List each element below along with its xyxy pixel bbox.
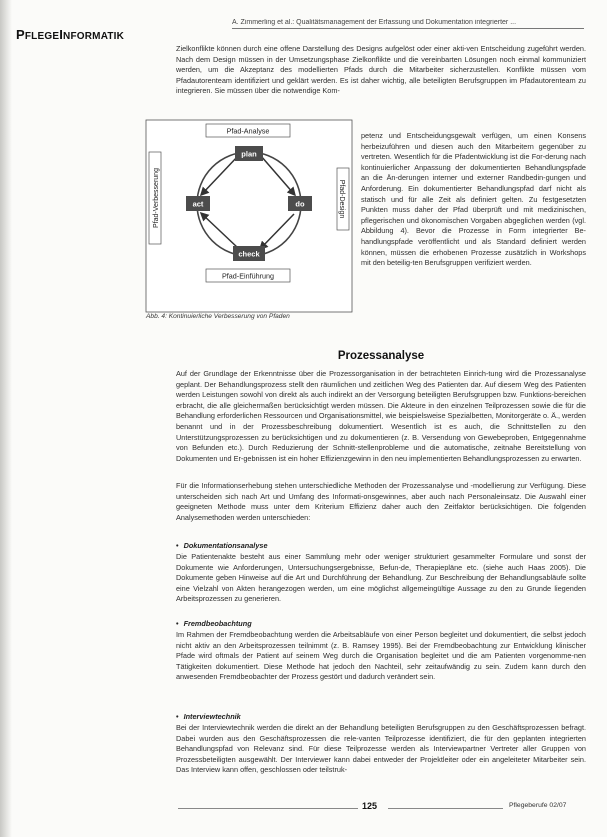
pdca-figure: [144, 118, 354, 338]
brand-part-nformatik: NFORMATIK: [63, 31, 125, 42]
brand-letter-i: I: [59, 27, 64, 42]
bullet-heading-fremdbeobachtung: [176, 619, 252, 628]
journal-brand: [16, 27, 124, 42]
do-label: do: [295, 199, 305, 209]
intro-paragraph: Zielkonflikte können durch eine offene Darstellung des Designs aufgelöst oder einer akti-ven Entscheidung zugeführt werden. Nach dem Design müssen in der Umsetzungsphase Zielkonflikte und die vereinbarten Lösungen noch einmal kommuniziert werden, um die Akzeptanz des modellierten Pfads durch die Mitarbeiter sicherzustellen. Konflikte müssen vom Pfadautorenteam identifiziert und geklärt werden. Es ist daher wichtig, alle beteiligten Berufsgruppen im Pfadautorenteam zu integrieren. Sie müssen über die notwendige Kom-: [176, 44, 586, 96]
bullet-text-interviewtechnik: Bei der Interviewtechnik werden die direkt an der Behandlung beteiligten Berufsgruppen zu den Geschäftsprozessen befragt. Dabei wurden aus den Geschäftsprozessen die rele-vanten Teilprozesse identifiziert, die für den geplanten integrierten Behandlungspfad von Relevanz sind. Für diese Teilprozesse werden als Interviewpartner Vertreter aller Gruppen von Prozessbeteiligten ausgewählt. Der Interviewer kann dabei entweder der Projektleiter oder ein angeleiteter Mitarbeiter sein. Das Interview kann offen, geschlossen oder teilstruk-: [176, 723, 586, 775]
bullet-heading-dokumentationsanalyse: [176, 541, 268, 550]
running-header: A. Zimmerling et al.: Qualitätsmanagement der Erfassung und Dokumentation integrierter ...: [232, 19, 584, 29]
pdca-diagram: [144, 118, 354, 338]
page-number: 125: [362, 801, 378, 811]
figure-caption: Abb. 4: Kontinuierliche Verbesserung von Pfaden: [146, 313, 290, 320]
bullet-dot: •: [176, 541, 179, 550]
side-paragraph: petenz und Entscheidungsgewalt verfügen, um einen Konsens herbeizuführen und diesen auch den Mitarbeitern gegenüber zu vertreten. Wesentlich für die Pfadentwicklung ist die For-derung nach kontinuierlicher Anpassung der dokumentierten Behandlungspfade an die Än-derungen interner und externer Randbedin-gungen und Anforderung. Ein dokumentierter Behandlungspfad darf nicht als statisch und für alle Zeit als definiert gelten. Zu festgesetzten Punkten muss daher der Pfad überprüft und mit medizinischen, pflegerischen und ökonomischen Vorgaben abgeglichen werden (vgl. Abbildung 4). Bevor die Prozesse in Form integrierter Be-handlungspfade veröffentlicht und als Standard definiert werden können, müssen die erhobenen Prozesse zusätzlich in Workshops mit den beteilig-ten Berufsgruppen verifiziert werden.: [361, 131, 586, 268]
check-label: check: [238, 249, 260, 259]
bullet-text-fremdbeobachtung: Im Rahmen der Fremdbeobachtung werden die Arbeitsabläufe von einer Person begleitet und dokumentiert, die selbst jedoch nicht aktiv an den Arbeitsprozessen teilnimmt (z. B. Ramsey 1995). Bei der Fremdbeobachtung zur Entwicklung klinischer Pfade wird oftmals der Patient auf seinem Weg durch die Organisation begleitet und die am Patienten vorgenomme-nen Tätigkeiten dokumentiert. Diese Methode hat jedoch den Nachteil, sehr zeitaufwändig zu sein. Zudem kann durch den anwesenden Fremdbeobachter der Prozess gestört und dadurch verändert sein.: [176, 630, 586, 682]
einfuehrung-label: Pfad-Einführung: [222, 271, 274, 281]
bullet-title: Fremdbeobachtung: [183, 619, 252, 628]
section-heading: Prozessanalyse: [337, 350, 425, 362]
bullet-dot: •: [176, 712, 179, 721]
design-label: Pfad-Design: [338, 179, 345, 219]
bullet-heading-interviewtechnik: [176, 712, 241, 721]
act-label: act: [192, 199, 204, 209]
prozessanalyse-paragraph-2: Für die Informationserhebung stehen unterschiedliche Methoden der Prozessanalyse und -modellierung zur Verfügung. Diese unterscheiden sich nach Art und Umfang des Informati-onsgewinnes, aber auch nach Personaleinsatz. Die Auswahl einer geeigneten Methode muss unter dem Kriterium Effizienz daher auch den Zeitfaktor berücksichtigen. Die folgenden Analysemethoden werden unterschieden:: [176, 481, 586, 522]
prozessanalyse-paragraph-1: Auf der Grundlage der Erkenntnisse über die Prozessorganisation in der betrachteten Einrich-tung wird die Prozessanalyse geplant. Der Behandlungsprozess stellt den räumlichen und zeitlichen Weg des Patienten dar. Auf diesem Weg des Patienten werden Leistungen sowohl von direkt als auch indirekt an der Versorgung beteiligten Berufsgruppen bzw. Funktions-bereichen erbracht, die alle gleichermaßen berücksichtigt werden müssen. Die Akteure in den einzelnen Teilprozessen sowie die für die Behandlung erforderlichen Ressourcen und Organisationsmittel, wie beispielsweise Spezialbetten, Monitorgeräte o. Ä., werden benannt und in der Prozessbeschreibung dokumentiert. Wesentlich ist es auch, die Schnittstellen zu den Unterstützungsprozessen zu berücksichtigen und zu dokumentieren (z. B. Versendung von Gewebeproben, Entgegennahme von Befunden etc.). Durch Reduzierung der Schnitt-stellenprobleme und die automatische, zeitnahe Bereitstellung von Dokumenten und Er-gebnissen ist ein hoher Effizienzgewinn in den neu implementierten Behandlungsprozessen zu erwarten.: [176, 369, 586, 463]
footer-rule-left: [178, 808, 358, 809]
bullet-title: Interviewtechnik: [183, 712, 241, 721]
plan-label: plan: [241, 149, 257, 159]
bullet-title: Dokumentationsanalyse: [183, 541, 268, 550]
bullet-dot: •: [176, 619, 179, 628]
bullet-text-dokumentationsanalyse: Die Patientenakte besteht aus einer Sammlung mehr oder weniger strukturiert gesammelter Formulare und sonst der Dokumente wie Anforderungen, Untersuchungsergebnisse, Befun-de, Therapiepläne etc. (siehe auch Haas 2005). Die Dokumente geben Hinweise auf die Art und Durchführung der Behandlung. Zur Beschreibung der Behandlungsabläufe sollte eine Vielzahl von Akten herangezogen werden, um eine möglichst allgemeingültige Aussage zu den zu Grunde liegenden Arbeitsprozessen zu generieren.: [176, 552, 586, 604]
brand-letter-p: P: [16, 27, 25, 42]
verbesserung-label: Pfad-Verbesserung: [153, 168, 160, 228]
journal-issue: Pflegeberufe 02/07: [509, 802, 567, 809]
page-edge-shadow: [0, 0, 12, 837]
analyse-label: Pfad-Analyse: [226, 126, 270, 136]
footer-rule-right: [388, 808, 503, 809]
brand-part-flege: FLEGE: [24, 31, 60, 42]
